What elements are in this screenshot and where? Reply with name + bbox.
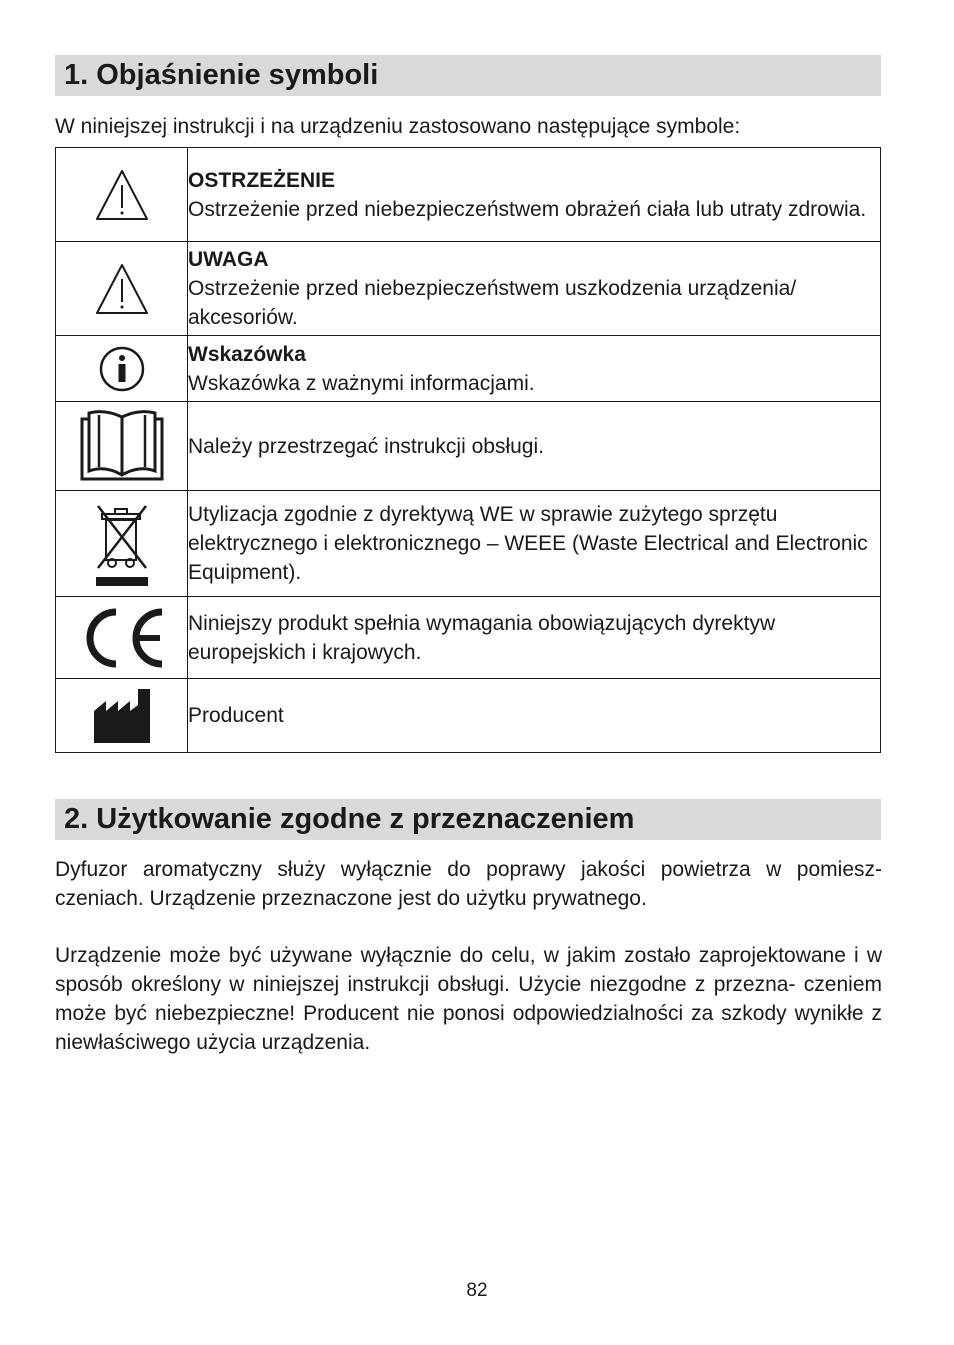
table-row (56, 491, 881, 597)
symbol-description (188, 491, 881, 597)
table-row (56, 148, 881, 242)
icon-cell (56, 402, 188, 491)
symbol-description (188, 679, 881, 753)
symbol-description (188, 597, 881, 679)
warning-triangle-icon (94, 167, 150, 223)
icon-cell (56, 336, 188, 402)
symbol-description (188, 148, 881, 242)
symbol-description (188, 402, 881, 491)
section-1-intro: W niniejszej instrukcji i na urządzeniu zastosowano następujące symbole: (55, 115, 741, 138)
table-row (56, 597, 881, 679)
symbol-desc: Producent (188, 704, 284, 727)
symbol-desc: Wskazówka z ważnymi informacjami. (188, 371, 535, 395)
symbol-label: Wskazówka (188, 342, 306, 366)
symbol-description (188, 336, 881, 402)
weee-crossed-bin-icon (90, 500, 154, 588)
table-row (56, 402, 881, 491)
symbol-desc: Ostrzeżenie przed niebezpieczeństwem obrażeń ciała lub utraty zdrowia. (188, 197, 867, 221)
symbols-table (55, 147, 881, 753)
table-row (56, 242, 881, 336)
section-2-paragraph: Urządzenie może być używane wyłącznie do celu, w jakim zostało zaprojektowane i w sposób określony w niniejszej instrukcji obsługi. Użycie niezgodne z przezna- czeniem może być niebezpieczne! Producent nie ponosi odpowiedzialności za szkody wynikłe z niewłaściwego użycia urządzenia. (55, 944, 882, 1054)
table-row (56, 336, 881, 402)
symbol-desc: Ostrzeżenie przed niebezpieczeństwem uszkodzenia urządzenia/ akcesoriów. (188, 277, 797, 329)
icon-cell (56, 148, 188, 242)
page-number: 82 (466, 1280, 488, 1301)
icon-cell (56, 597, 188, 679)
section-1-title: 1. Objaśnienie symboli (64, 59, 379, 91)
manufacturer-factory-icon (92, 687, 152, 745)
caution-triangle-icon (94, 261, 150, 317)
section-2-paragraph: Dyfuzor aromatyczny służy wyłącznie do poprawy jakości powietrza w pomiesz- czeniach. Urządzenie przeznaczone jest do użytku prywatnego. (55, 858, 882, 910)
info-icon (98, 345, 146, 393)
symbol-desc: Należy przestrzegać instrukcji obsługi. (188, 434, 544, 458)
icon-cell (56, 491, 188, 597)
ce-mark-icon (76, 606, 168, 670)
symbol-label: UWAGA (188, 248, 269, 271)
symbol-label: OSTRZEŻENIE (188, 168, 336, 192)
section-2-header (55, 799, 881, 840)
section-1-header (55, 55, 881, 96)
symbol-desc: Niniejszy produkt spełnia wymagania obowiązujących dyrektyw europejskich i krajowych. (188, 611, 776, 664)
section-2-title: 2. Użytkowanie zgodne z przeznaczeniem (64, 803, 635, 835)
icon-cell (56, 242, 188, 336)
icon-cell (56, 679, 188, 753)
symbol-desc: Utylizacja zgodnie z dyrektywą WE w sprawie zużytego sprzętu elektrycznego i elektronicznego – WEEE (Waste Electrical and Electronic Equipment). (188, 503, 868, 584)
table-row (56, 679, 881, 753)
manual-book-icon (79, 409, 165, 483)
symbol-description (188, 242, 881, 336)
